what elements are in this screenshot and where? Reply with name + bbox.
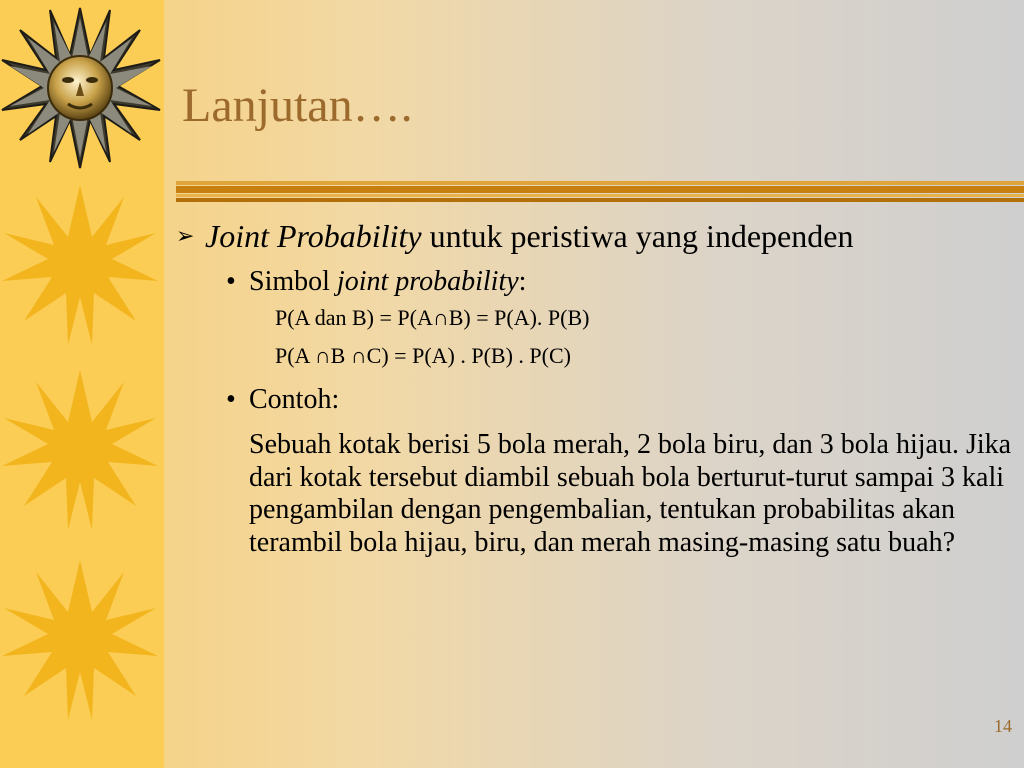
sun-icon bbox=[2, 185, 158, 345]
slide-title: Lanjutan…. bbox=[182, 79, 413, 132]
sun-icon bbox=[2, 370, 158, 530]
contoh-paragraph: Sebuah kotak berisi 5 bola merah, 2 bola biru, dan 3 bola hijau. Jika dari kotak tersebut diambil sebuah bola berturut-turut sampai 3 kali pengambilan dengan pengembalian, tentukan probabilitas akan terambil bola hijau, biru, dan merah masing-masing satu buah? bbox=[249, 429, 1012, 558]
bullet-text: untuk peristiwa yang independen bbox=[421, 218, 854, 254]
formula-three-events: P(A ∩B ∩C) = P(A) . P(B) . P(C) bbox=[275, 343, 571, 368]
sun-icon bbox=[2, 560, 158, 720]
bullet-joint-probability bbox=[176, 216, 1016, 257]
dot-bullet-icon: • bbox=[226, 266, 236, 297]
formula-two-events: P(A dan B) = P(A∩B) = P(A). P(B) bbox=[275, 305, 590, 330]
bullet-simbol bbox=[176, 265, 1016, 299]
sun-sidebar bbox=[0, 0, 164, 768]
simbol-prefix: Simbol bbox=[249, 266, 337, 297]
simbol-suffix: : bbox=[518, 266, 527, 297]
bullet-contoh bbox=[176, 383, 1016, 417]
slide-content bbox=[176, 216, 1016, 559]
dot-bullet-icon: • bbox=[226, 384, 236, 415]
sun-face-icon bbox=[2, 8, 160, 168]
simbol-italic: joint probability bbox=[336, 266, 519, 297]
title-divider bbox=[176, 181, 1024, 203]
arrow-bullet-icon: ➢ bbox=[176, 224, 195, 249]
slide-number: 14 bbox=[994, 716, 1012, 736]
contoh-label: Contoh: bbox=[249, 384, 340, 415]
sun-decoration-icon bbox=[0, 0, 164, 768]
term-joint-probability: Joint Probability bbox=[205, 218, 422, 254]
